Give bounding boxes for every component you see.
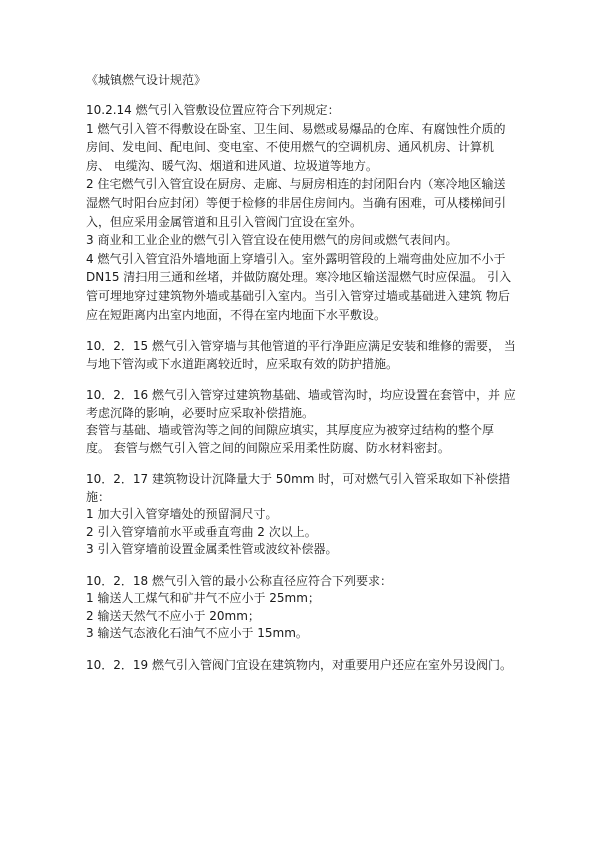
clause-text-line: 3 输送气态液化石油气不应小于 15mm。 (86, 626, 308, 641)
clause-10-2-18 (86, 573, 526, 643)
clause-text-line: 10．2．16 燃气引入管穿过建筑物基础、墙或管沟时，均应设置在套管中，并 应 (86, 388, 516, 403)
clause-text-line: 入，但应采用金属管道和且引入管阀门宜设在室外。 (86, 214, 363, 229)
clause-text-line: 房、 电缆沟、暖气沟、烟道和进风道、垃圾道等地方。 (86, 158, 378, 173)
clause-text-line: 10．2．19 燃气引入管阀门宜设在建筑物内，对重要用户还应在室外另设阀门。 (86, 657, 512, 672)
clause-text-line: 10．2．17 建筑物设计沉降量大于 50mm 时，可对燃气引入管采取如下补偿措 (86, 472, 511, 487)
clause-text-line: 4 燃气引入管宜沿外墙地面上穿墙引入。室外露明管段的上端弯曲处应加不小于 (86, 251, 506, 266)
clause-text-line: 2 住宅燃气引入管宜设在厨房、走廊、与厨房相连的封闭阳台内（寒冷地区输送 (86, 177, 506, 192)
clause-text-line: 10.2.14 燃气引入管敷设位置应符合下列规定： (86, 103, 340, 117)
clause-10-2-17 (86, 471, 526, 559)
clause-text-line: 2 引入管穿墙前水平或垂直弯曲 2 次以上。 (86, 524, 317, 539)
clause-text-line: 与地下管沟或下水道距离较近时，应采取有效的防护措施。 (86, 356, 399, 371)
clause-text-line: 施： (86, 489, 111, 504)
clause-10-2-15 (86, 338, 526, 373)
clause-10-2-14 (86, 101, 526, 324)
clause-text-line: 湿燃气时阳台应封闭）等便于检修的非居住房间内。当确有困难，可从楼梯间引 (86, 195, 507, 210)
clause-text-line: 1 加大引入管穿墙处的预留洞尺寸。 (86, 507, 278, 522)
clause-text-line: 房间、发电间、配电间、变电室、不使用燃气的空调机房、通风机房、计算机 (86, 140, 495, 155)
clause-10-2-19 (86, 657, 526, 675)
clause-text-line: 管可埋地穿过建筑物外墙或基础引入室内。当引入管穿过墙或基础进入建筑 物后 (86, 288, 510, 303)
clause-text-line: 度。 套管与燃气引入管之间的间隙应采用柔性防腐、防水材料密封。 (86, 440, 450, 455)
document-title: 《城镇燃气设计规范》 (86, 73, 207, 87)
clause-text-line: 10．2．15 燃气引入管穿墙与其他管道的平行净距应满足安装和维修的需要， 当 (86, 339, 516, 354)
clause-text-line: 3 商业和工业企业的燃气引入管宜设在使用燃气的房间或燃气表间内。 (86, 233, 458, 248)
clause-10-2-16 (86, 387, 526, 457)
document-page (86, 72, 526, 688)
clause-text-line: 1 燃气引入管不得敷设在卧室、卫生间、易燃或易爆品的仓库、有腐蚀性介质的 (86, 121, 506, 136)
clause-text-line: 10．2．18 燃气引入管的最小公称直径应符合下列要求： (86, 573, 392, 588)
clause-text-line: 套管与基础、墙或管沟等之间的间隙应填实，其厚度应为被穿过结构的整个厚 (86, 423, 495, 438)
clause-text-line: 应在短距离内出室内地面，不得在室内地面下水平敷设。 (86, 307, 387, 322)
clause-text-line: 3 引入管穿墙前设置金属柔性管或波纹补偿器。 (86, 542, 338, 557)
clause-text-line: 考虑沉降的影响，必要时应采取补偿措施。 (86, 405, 315, 420)
clause-text-line: 1 输送人工煤气和矿井气不应小于 25mm； (86, 591, 320, 606)
clause-text-line: 2 输送天然气不应小于 20mm； (86, 608, 260, 623)
clause-text-line: DN15 清扫用三通和丝堵，并做防腐处理。寒冷地区输送湿燃气时应保温。 引入 (86, 270, 512, 285)
